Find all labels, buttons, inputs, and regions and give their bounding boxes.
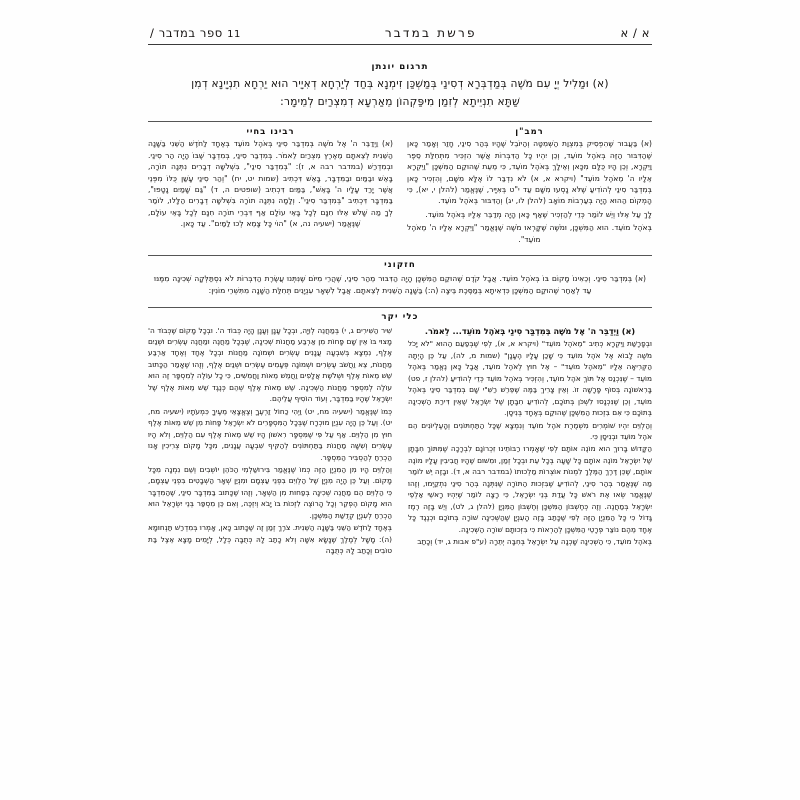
kli-yakar-paragraph: וּבְפָרָשַׁת וַיִּקְרָא כְּתִיב "מֵאֹהֶל מוֹעֵד" (ויקרא א, א), לְפִי שֶׁבְּפַעַם הַהוּא "לֹא יָכֹל מֹשֶׁה לָבוֹא אֶל אֹהֶל מוֹעֵד כִּי שָׁכַן עָלָיו הֶעָנָן" (שמות מ, לה), עַל כֵּן הָיְתָה הַקְּרִיאָה אֵלָיו "מֵאֹהֶל מוֹעֵד" – אֶל חוּץ לְאֹהֶל מוֹעֵד, אֲבָל כָּאן נֶאֱמַר בְּאֹהֶל מוֹעֵד – שֶׁנִּכְנַס אֶל תּוֹךְ אֹהֶל מוֹעֵד, וְהִזְכִּיר בְּאֹהֶל מוֹעֵד כְּדֵי לְהוֹדִיעַ (להלן ז, פט) בָּרִאשׁוֹנָה בְּסוֹף פָּרָשָׁה זוֹ. וְאֵין צָרִיךְ בַּמֶּה שֶׁפֵּרֵשׁ רַשִּׁ"י שָׁם בְּמִדְבַּר סִינַי בְּאֹהֶל מוֹעֵד, וְכֵן שֶׁנִּכְנָסוּ לִשְׁכֹּן בְּתוֹכָם, לְהוֹדִיעַ חִבָּתָן שֶׁל יִשְׂרָאֵל שֶׁאֵין דִּירַת הַשְּׁכִינָה בְּתוֹכָם כִּי אִם בִּזְכוּת הַמִּשְׁכָּן שֶׁהוּקַם בְּאֶחָד בְּנִיסָן. [408, 339, 652, 418]
ramban-paragraph: בְּאֹהֶל מוֹעֵד. הוּא הַמִּשְׁכָּן, וּמֹשֶׁה שֶׁקָּרְאוּ מֹשֶׁה שֶׁנֶּאֱמַר "וַיִּקְרָא אֵלָיו ה' מֵאֹהֶל מוֹעֵד". [407, 223, 652, 244]
kli-yakar-title: כלי יקר [381, 311, 419, 322]
chizkuni-block [148, 260, 652, 298]
kli-yakar-left-column [148, 325, 392, 558]
divider-after-chizkuni [148, 307, 652, 308]
kli-yakar-lemma: (א) וַיְדַבֵּר ה' אֶל מֹשֶׁה בְּמִדְבַּר סִינַי בְּאֹהֶל מוֹעֵד... לֵאמֹר. [424, 325, 636, 336]
kli-yakar-columns [148, 325, 652, 558]
bachya-ramban-section [148, 126, 652, 247]
targum-yonatan-text: (א) וּמַלִיל יְיָ עִם מֹשֶׁה בְּמַדְבְּרָא דְסִינַי בְּמַשְׁכַּן זִימְנָא בְּחַד לְיַרְחָא דְאִיָיר הוּא יַרְחָא תִנְיָינָא דְמִן שַׁתָּא תִנְיֵיתָא לְזִמַן מִיפַּקְהוֹן מֵאַרְעָא דְמִצְרַיִם לְמֵימָר: [191, 78, 609, 109]
chizkuni-text: (א) בְּמִדְבַּר סִינַי. וְכֵאִינוֹ מָקוֹם בּוֹ בְּאֹהֶל מוֹעֵד. אֲבָל קֹדֶם שֶׁהוּקַם הַמִּשְׁכָּן הָיָה הַדִּבּוּר מֵהַר סִינַי, שֶׁהֲרֵי מִיּוֹם שֶׁנִּתְּנוּ עֲשֶׂרֶת הַדִּבְּרוֹת לֹא נִסְתַּלְּקָה שְׁכִינָה מִמֶּנּוּ עַד לְאַחַר שֶׁהוּקַם הַמִּשְׁכָּן כִּדְאִיתָא בְּמַסֶּכֶת בֵּיצָה (ה:) בַּשָּׁנָה הַשֵּׁנִית לְצֵאתָם. אֲבָל לִשְׁאָר עִנְיָנִים תְּחִלַּת הַשָּׁנָה מִתִּשְׁרֵי מוֹנִין: [154, 273, 646, 296]
kli-yakar-paragraph: בְּאֹהֶל מוֹעֵד, כִּי הַשְּׁכִינָה שָׁכְנָה עַל יִשְׂרָאֵל בְּחִבָּה יְתֵרָה (ע"פ אבות ג, יד) וְכָתַב [417, 537, 652, 547]
kli-yakar-paragraph: וְהַלְוִיִּם יִהְיוּ שׁוֹמְרִים מִשְׁמֶרֶת אֹהֶל מוֹעֵד וְנִמְצָא שֶׁכָּל הַתַּחְתּוֹנִים וְהָעֶלְיוֹנִים הֵם אֹהֶל מוֹעֵד וּבְנִיסָן כִּי. [408, 420, 652, 441]
ramban-paragraph: לָךְ עַל אֵלּוּ וְיֵשׁ לוֹמַר כְּדֵי לְהַזְכִּיר שֶׁאַף כָּאן הָיָה מְדַבֵּר אֵלָיו בְּאֹהֶל מוֹעֵד. [425, 209, 652, 219]
running-head-book [150, 26, 241, 40]
folio-number: 11 [227, 29, 242, 40]
running-head [148, 26, 652, 45]
book-title: ספר במדבר / [150, 26, 223, 40]
divider-after-bachya [148, 255, 652, 256]
divider-after-targum [148, 121, 652, 122]
chizkuni-title: חזקוני [384, 259, 416, 270]
ramban-column [407, 126, 652, 247]
running-head-chapter: א / א [620, 26, 650, 40]
kli-yakar-paragraph: שִׁיר הַשִּׁירִים ג, י) בְּמַחֲנֵה לְוִיָּה, וּבְכָל עָנָן וְעָנָן הָיָה כְּבוֹד ה'. וּבְכָל מָקוֹם שֶׁכְּבוֹד ה' מָצוּי בּוֹ אֵין שָׁם פָּחוֹת מִן אַרְבַּע מַחֲנוֹת שְׁכִינָה, שֶׁבְּכָל מַחֲנֶה וּמַחֲנֶה עֶשְׂרִים וּשְׁנַיִם אֶלֶף, נִמְצָא בְּשִׁבְעָה עֲנָנִים עֶשְׂרִים וּשְׁמוֹנָה מַחֲנוֹת וּבְכָל אֶחָד וְאֶחָד אַרְבַּע מַחֲנוֹת, צֵא וַחֲשֹׁב עֶשְׂרִים וּשְׁמוֹנָה פְּעָמִים עֶשְׂרִים וּשְׁנַיִם אֶלֶף, וְזֶהוּ שֶׁאָמַר הַכָּתוּב שֵׁשׁ מֵאוֹת אֶלֶף וּשְׁלֹשֶׁת אֲלָפִים וַחֲמֵשׁ מֵאוֹת וַחֲמִשִּׁים, כִּי כָל עוֹלֶה לְמִסְפָּר זֶה הוּא עוֹלֶה לְמִסְפַּר מַחֲנוֹת הַשְּׁכִינָה. שֵׁשׁ מֵאוֹת אֶלֶף שְׁהֵם כְּנֶגֶד שֵׁשׁ מֵאוֹת אֶלֶף שֶׁל יִשְׂרָאֵל שֶׁהָיוּ בַּמִּדְבָּר, וְעוֹד הוֹסִיף עֲלֵיהֶם. [148, 325, 392, 404]
ramban-paragraph: (א) בַּעֲבוּר שֶׁהִפְסִיק בְּמִצְוַת הַשְּׁמִטָּה וְהַיּוֹבֵל שֶׁהָיוּ בְּהַר סִינַי, חָזַר וְאָמַר כָּאן שֶׁהַדִּבּוּר הַזֶּה בְּאֹהֶל מוֹעֵד, וְכֵן יִהְיוּ כָּל הַדִּבְּרוֹת אֲשֶׁר הִזְכִּיר מִתְּחִלַּת סֵפֶר וַיִּקְרָא, וְכֵן הָיוּ כֻּלָּם מִכָּאן וְאֵילָךְ בְּאֹהֶל מוֹעֵד, כִּי מֵעֵת שֶׁהוּקַם הַמִּשְׁכָּן "וַיִּקְרָא אֵלָיו ה' מֵאֹהֶל מוֹעֵד" (ויקרא א, א) לֹא נִדְבַּר לוֹ אֶלָּא מִשָּׁם, וְהִזְכִּיר כָּאן בְּמִדְבַּר סִינַי לְהוֹדִיעַ שֶׁלֹּא נָסְעוּ מִשָּׁם עַד י"ט בְּאִיָּיר, שֶׁנֶּאֱמַר (להלן י, יא), כִּי הָמְקוֹם הַהוּא הָיָה בְּעַרְבוֹת מוֹאָב (להלן לו, יג) וְהַדִּבּוּר בְּאֹהֶל מוֹעֵד. [407, 139, 652, 206]
targum-yonatan-block [148, 62, 652, 111]
ramban-text [407, 138, 652, 245]
kli-yakar-paragraph: וְהַלְוִיִּם הָיוּ מִן הַמִּנְיָן הַזֶּה כְּמוֹ שֶׁנֶּאֱמַר בִּירוּשַׁלְמִי הַכֹּהֵן יוֹשְׁבִים וְשֵׁם נִמְנָה מִכָּל מָקוֹם. וְעַל כֵּן הָיָה מִנְיָן שֶׁל הַלְוִיִּם בִּפְנֵי עַצְמָם וּמִנְיַן שְׁאָר הַשְּׁבָטִים בִּפְנֵי עַצְמָם, כִּי הַלְוִיִּם הֵם מַחֲנֵה שְׁכִינָה בְּפַחוּת מִן הַשְּׁאָר, וְזֶהוּ שֶׁכָּתוּב בַּמִּדְבָּר סִינַי, שֶׁהַמִּדְבָּר הוּא מָקוֹם הֶפְקֵר וְכָל הָרוֹצֶה לִזְכּוֹת בּוֹ יָבֹא וְיִזְכֶּה, וְאִם כֵּן מִסְפַּר בְּנֵי יִשְׂרָאֵל הוּא הַכְרֵחַ לְעִנְיָן קְדֻשַּׁת הַמִּשְׁכָּן. [148, 464, 392, 520]
kli-yakar-block [148, 312, 652, 558]
running-head-parsha: פרשת במדבר [384, 26, 477, 40]
kli-yakar-right-column [408, 325, 652, 558]
targum-yonatan-title: תרגום יונתן [371, 62, 429, 72]
bachya-text [148, 138, 393, 229]
kli-yakar-paragraph: הַקָּדוֹשׁ בָּרוּךְ הוּא מוֹנֶה אוֹתָם לְפִי שֶׁאָמְרוּ רַבּוֹתֵינוּ זִכְרוֹנָם לִבְרָכָה שֶׁמִּתּוֹךְ חִבָּתָן שֶׁל יִשְׂרָאֵל מוֹנֶה אוֹתָם כָּל שָׁעָה בְּכָל עֵת וּבְכָל זְמַן, וּמִשּׁוּם שֶׁהָיוּ חֲבִיבִין עָלָיו מוֹנֶה אוֹתָם, שֶׁכֵּן דֶּרֶךְ הַמֶּלֶךְ לִמְנוֹת אוֹצְרוֹת מַלְכוּתוֹ (במדבר רבה א, ד). וּבָזֶה יֵשׁ לוֹמַר מַה שֶׁנֶּאֱמַר בְּהַר סִינַי, לְהוֹדִיעַ שֶׁבִּזְכוּת הַתּוֹרָה שֶׁנִּתְּנָה בְּהַר סִינַי נִתְקַיְּמוּ, וְזֶהוּ שֶׁנֶּאֱמַר שְׂאוּ אֶת רֹאשׁ כָּל עֲדַת בְּנֵי יִשְׂרָאֵל, כִּי רָצָה לוֹמַר שֶׁיִּהְיוּ רָאשֵׁי אַלְפֵי יִשְׂרָאֵל בְּמַחֲנֶה. וְזֶה כְּחֶשְׁבּוֹן הַמִּשְׁכָּן וְחֶשְׁבּוֹן הַמִּנְיָן (להלן ג, לט), וְיֵשׁ בָּזֶה רֶמֶז גָּדוֹל כִּי כָּל הַמִּנְיָן הַזֶּה לְפִי שֶׁכָּתַב בָּזֶה הָעִנְיָן שֶׁהַשְּׁכִינָה שׁוֹרָה בְּתוֹכָם וּכְנֶגֶד כָּל אֶחָד מֵהֶם נוֹצַר פְּרָטֵי הַמִּשְׁכָּן לְהַרְאוֹת כִּי בִּזְכוּתָם שׁוֹרָה הַשְּׁכִינָה. [408, 444, 652, 534]
bachya-title: רבינו בחיי [246, 126, 295, 137]
kli-yakar-paragraph: כְּמוֹ שֶׁנֶּאֱמַר (ישעיה מח, יט) וַיְהִי כַחוֹל זַרְעֶךָ וְצֶאֱצָאֵי מֵעֶיךָ כִּמְעֹתָיו (ישעיה מח, יט). וְעַל כֵּן הָיָה עִנְיַן מוּכְרָח שֶׁבְּכָל הַמִּסְפָּרִים לֹא יִשְׂרָאֵל פָּחוֹת מִן שֵׁשׁ מֵאוֹת אֶלֶף חוּץ מִן הַלְוִיִּם. אַף עַל פִּי שֶׁמִּסְפָּר רִאשׁוֹן הָיוּ שֵׁשׁ מֵאוֹת אֶלֶף עִם הַלְוִיִּם, וְלֹא הָיוּ עֶשְׂרִים וְשִׁשָּׁה מַחֲנוֹת בַּתַּחְתּוֹנִים לְהַקִּיף שִׁבְעָה עֲנָנִים, מִכָּל מָקוֹם צְרִיכִין אָנוּ הַכְרֵחַ לְהַסְבִּיר הַמִּסְפָּר. [148, 406, 392, 462]
kli-yakar-paragraph: בְּאֶחָד לַחֹדֶשׁ הַשֵּׁנִי בַּשָּׁנָה הַשֵּׁנִית. צֹרֶךְ זְמַן זֶה שֶׁכָּתוּב כָּאן, אָמְרוּ בְּמִדְרַשׁ תַּנְחוּמָא (ה): מָשָׁל לְמֶלֶךְ שֶׁנָּשָׂא אִשָּׁה וְלֹא כָתַב לָהּ כְּתֻבָּה כְּלָל, לְיָמִים מָצָא אֵצֶל בַּת טוֹבִים וְכָתַב לָהּ כְּתֻבָּה [148, 523, 392, 556]
ramban-title: רמב"ן [515, 126, 544, 137]
bachya-paragraph: (א) וַיְדַבֵּר ה' אֶל מֹשֶׁה בְּמִדְבַּר סִינַי בְּאֹהֶל מוֹעֵד בְּאֶחָד לַחֹדֶשׁ הַשֵּׁנִי בַּשָּׁנָה הַשֵּׁנִית לְצֵאתָם מֵאֶרֶץ מִצְרַיִם לֵאמֹר. בְּמִדְבַּר סִינַי, בְּמִדְבָּר שֶׁבּוֹ הָיָה הַר סִינַי. וּבְמִדְרַשׁ (במדבר רבה א, ז): "בְּמִדְבַּר סִינַי", בִּשְׁלֹשָׁה דְבָרִים נִתְּנָה תוֹרָה, בָּאֵשׁ וּבַמַּיִם וּבַמִּדְבָּר, בָּאֵשׁ דִּכְתִיב (שמות יט, יח) "וְהַר סִינַי עָשַׁן כֻּלּוֹ מִפְּנֵי אֲשֶׁר יָרַד עָלָיו ה' בָּאֵשׁ", בַּמַּיִם דִּכְתִיב (שופטים ה, ד) "גַּם שָׁמַיִם נָטָפוּ", בַּמִּדְבָּר דִּכְתִיב "בְּמִדְבַּר סִינַי". וְלָמָה נִתְּנָה תוֹרָה בִּשְׁלֹשָׁה דְבָרִים הַלָּלוּ, לוֹמַר לְךָ מַה שָּׁלֹשׁ אֵלּוּ חִנָּם לְכָל בָּאֵי עוֹלָם אַף דִּבְרֵי תוֹרָה חִנָּם לְכָל בָּאֵי עוֹלָם, שֶׁנֶּאֱמַר (ישעיה נה, א) "הוֹי כָּל צָמֵא לְכוּ לַמַּיִם". עַד כָּאן. [148, 139, 393, 229]
bachya-column [148, 126, 393, 247]
